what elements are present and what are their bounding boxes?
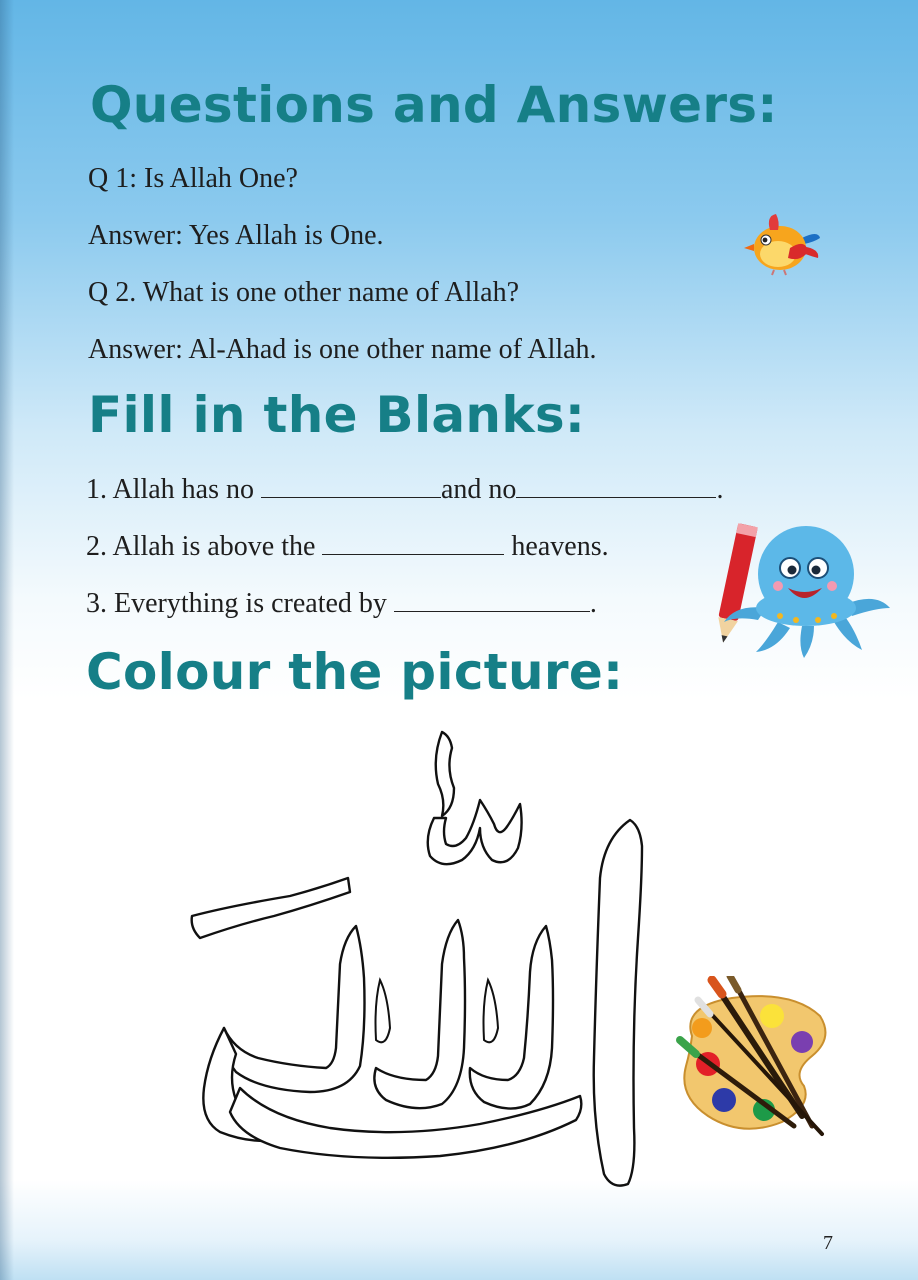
fill-blanks-heading: Fill in the Blanks: <box>88 386 586 444</box>
blank-item-1-middle: and no <box>441 474 517 505</box>
answer-1: Answer: Yes Allah is One. <box>88 220 384 251</box>
question-2: Q 2. What is one other name of Allah? <box>88 277 520 308</box>
colour-heading: Colour the picture: <box>86 643 624 701</box>
blank-item-2-prefix: 2. Allah is above the <box>86 531 316 562</box>
blank-item-3-suffix: . <box>589 588 597 619</box>
paint-palette-icon <box>672 976 832 1146</box>
blank-1b <box>516 473 716 498</box>
blank-item-1-suffix: . <box>716 474 724 505</box>
blank-item-3 <box>86 587 597 620</box>
blank-item-3-prefix: 3. Everything is created by <box>86 588 387 619</box>
octopus-with-pencil-icon <box>706 512 894 660</box>
blank-item-1 <box>86 473 723 506</box>
blank-item-2-suffix: heavens. <box>511 531 609 562</box>
blank-2 <box>322 530 504 555</box>
cartoon-bird-icon <box>740 208 822 276</box>
blank-item-1-prefix: 1. Allah has no <box>86 474 254 505</box>
qa-heading: Questions and Answers: <box>90 76 778 134</box>
blank-3 <box>394 587 590 612</box>
blank-item-2 <box>86 530 609 563</box>
allah-calligraphy-outline <box>180 728 660 1190</box>
page-binding-shadow <box>0 0 14 1280</box>
question-1: Q 1: Is Allah One? <box>88 163 298 194</box>
page-number: 7 <box>823 1232 833 1254</box>
blank-1a <box>261 473 441 498</box>
answer-2: Answer: Al-Ahad is one other name of Allah. <box>88 334 597 365</box>
